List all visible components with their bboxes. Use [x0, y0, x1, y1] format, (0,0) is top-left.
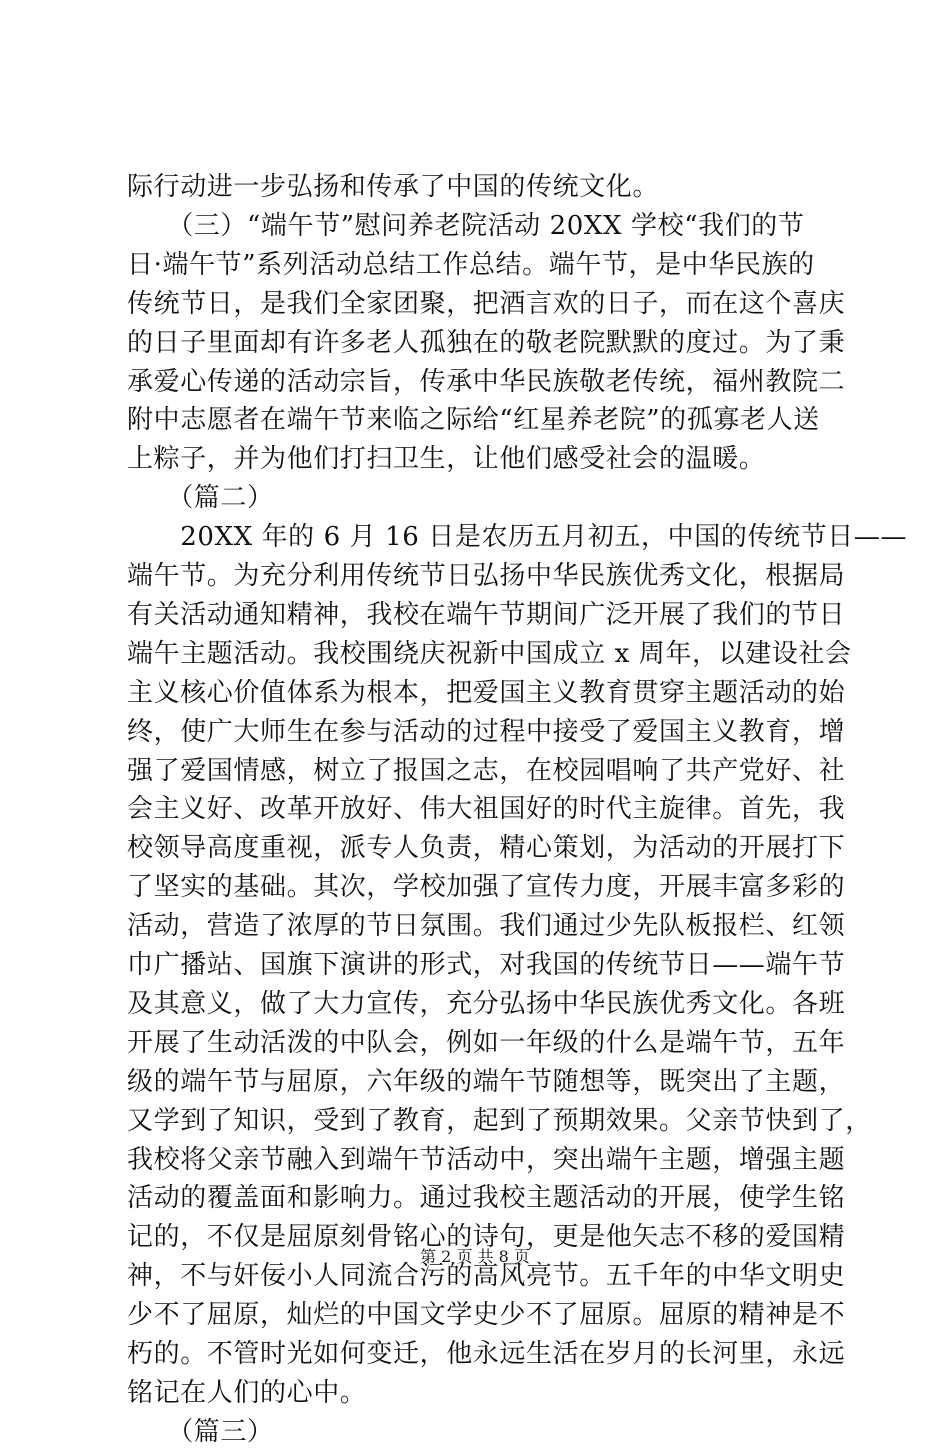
text-line: 传统节日，是我们全家团聚，把酒言欢的日子，而在这个喜庆 [127, 288, 846, 319]
text-line: （三）“端午节”慰问养老院活动 20XX 学校“我们的节 [127, 210, 805, 241]
text-line: （篇二） [127, 483, 274, 514]
text-line: 强了爱国情感，树立了报国之志，在校园唱响了共产党好、社 [127, 755, 846, 786]
text-line: 朽的。不管时光如何变迁，他永远生活在岁月的长河里，永远 [127, 1339, 846, 1369]
text-line: 20XX 年的 6 月 16 日是农历五月初五，中国的传统节日—— [127, 522, 908, 553]
text-line: 会主义好、改革开放好、伟大祖国好的时代主旋律。首先，我 [127, 794, 846, 825]
text-line: 活动的覆盖面和影响力。通过我校主题活动的开展，使学生铭 [127, 1183, 846, 1214]
text-line: 开展了生动活泼的中队会，例如一年级的什么是端午节，五年 [127, 1027, 846, 1058]
text-line: 神，不与奸佞小人同流合污的高风亮节。五千年的中华文明史 [127, 1261, 846, 1292]
text-line: 我校将父亲节融入到端午节活动中，突出端午主题，增强主题 [127, 1144, 846, 1175]
text-line: 的日子里面却有许多老人孤独在的敬老院默默的度过。为了秉 [127, 327, 846, 358]
text-line: 了坚实的基础。其次，学校加强了宣传力度，开展丰富多彩的 [127, 872, 846, 903]
text-line: 上粽子，并为他们打扫卫生，让他们感受社会的温暖。 [127, 444, 766, 475]
text-line: 活动，营造了浓厚的节日氛围。我们通过少先队板报栏、红领 [127, 911, 846, 942]
text-line: 附中志愿者在端午节来临之际给“红星养老院”的孤寡老人送 [127, 405, 820, 436]
text-line: 记的，不仅是屈原刻骨铭心的诗句，更是他矢志不移的爱国精 [127, 1222, 846, 1253]
text-line: 少不了屈原，灿烂的中国文学史少不了屈原。屈原的精神是不 [127, 1300, 846, 1331]
text-line: 端午主题活动。我校围绕庆祝新中国成立 x 周年，以建设社会 [127, 638, 852, 669]
page-footer: 第 2 页 共 8 页 [420, 1247, 530, 1266]
text-line: 端午节。为充分利用传统节日弘扬中华民族优秀文化，根据局 [127, 561, 846, 591]
text-line: 及其意义，做了大力宣传，充分弘扬中华民族优秀文化。各班 [127, 988, 846, 1019]
text-line: 级的端午节与屈原，六年级的端午节随想等，既突出了主题， [127, 1066, 846, 1097]
text-line: 日·端午节”系列活动总结工作总结。端午节，是中华民族的 [127, 249, 815, 280]
text-line: 主义核心价值体系为根本，把爱国主义教育贯穿主题活动的始 [127, 677, 846, 708]
text-line: 承爱心传递的活动宗旨，传承中华民族敬老传统，福州教院二 [127, 366, 846, 397]
text-line: （篇三） [127, 1416, 274, 1447]
text-line: 巾广播站、国旗下演讲的形式，对我国的传统节日——端午节 [127, 950, 846, 980]
text-line: 校领导高度重视，派专人负责，精心策划，为活动的开展打下 [127, 833, 846, 864]
text-line: 铭记在人们的心中。 [127, 1377, 367, 1408]
text-line: 际行动进一步弘扬和传承了中国的传统文化。 [127, 172, 660, 202]
text-line: 有关活动通知精神，我校在端午节期间广泛开展了我们的节日 [127, 599, 846, 630]
text-line: 终，使广大师生在参与活动的过程中接受了爱国主义教育，增 [127, 716, 846, 747]
text-line: 又学到了知识，受到了教育，起到了预期效果。父亲节快到了， [127, 1105, 872, 1136]
